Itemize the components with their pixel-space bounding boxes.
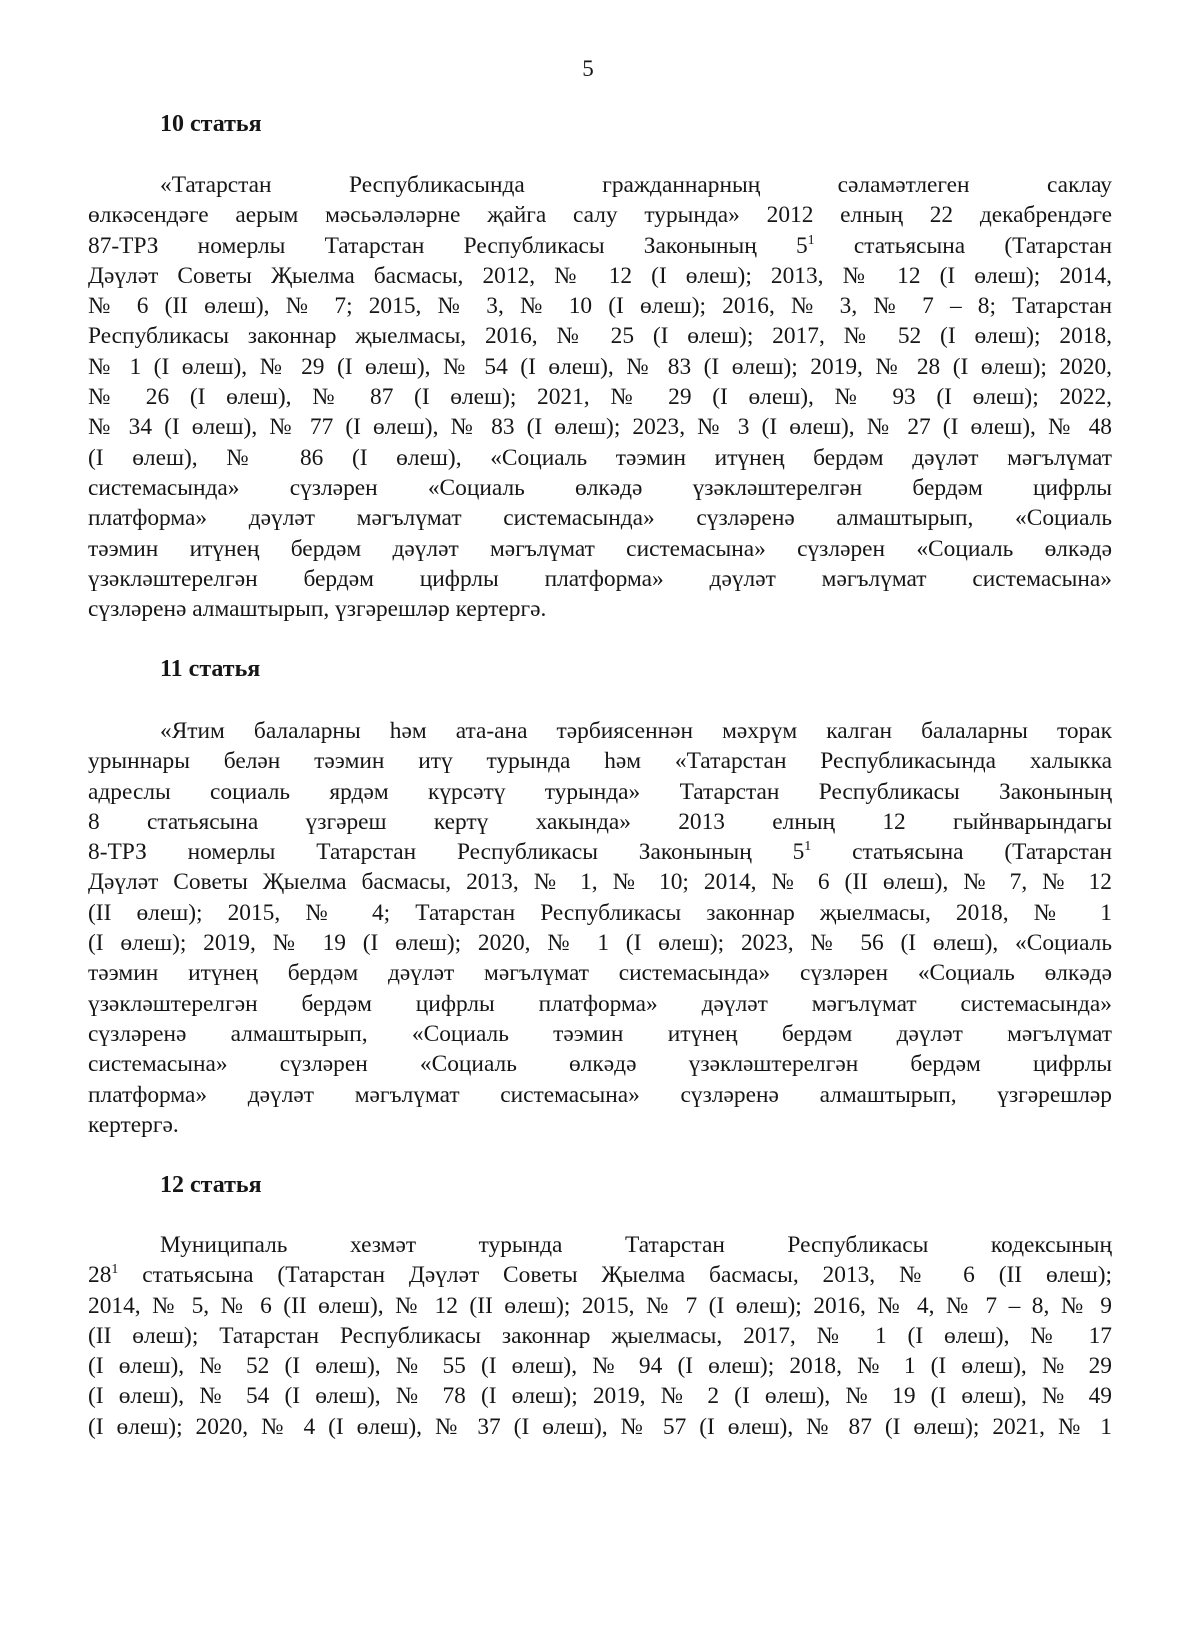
article-11-text [88, 716, 1112, 1140]
text-line: «Ятим балаларны һәм ата-ана тәрбиясеннән мәхрүм калган балаларны торак [160, 718, 1112, 744]
text-line: № 1 (I өлеш), № 29 (I өлеш), № 54 (I өлеш), № 83 (I өлеш); 2019, № 28 (I өлеш); 2020, [88, 353, 1112, 380]
text-line: (II өлеш); 2015, № 4; Татарстан Республикасы законнар җыелмасы, 2018, № 1 [88, 899, 1112, 926]
article-10-heading: 10 статья [160, 111, 262, 137]
text-line: системасына» сүзләрен «Социаль өлкәдә үзәкләштерелгән бердәм цифрлы [88, 1051, 1112, 1078]
text-line: (I өлеш), № 86 (I өлеш), «Социаль тәэмин итүнең бердәм дәүләт мәгълүмат [88, 444, 1112, 471]
article-10-text [88, 170, 1112, 624]
text-line: сүзләренә алмаштырып, үзгәрешләр кертергә. [88, 596, 547, 623]
text-line: тәэмин итүнең бердәм дәүләт мәгълүмат системасына» сүзләрен «Социаль өлкәдә [88, 535, 1112, 562]
text-line: урыннары белән тәэмин итү турында һәм «Татарстан Республикасында халыкка [88, 748, 1112, 775]
text-line: (I өлеш); 2020, № 4 (I өлеш), № 37 (I өлеш), № 57 (I өлеш), № 87 (I өлеш); 2021, № 1 [88, 1413, 1112, 1440]
text-line: системасында» сүзләрен «Социаль өлкәдә үзәкләштерелгән бердәм цифрлы [88, 474, 1112, 501]
page-number: 5 [582, 56, 594, 81]
article-12-text [88, 1230, 1112, 1442]
text-line: 8 статьясына үзгәреш кертү хакында» 2013 елның 12 гыйнварындагы [88, 808, 1112, 835]
text-line: № 26 (I өлеш), № 87 (I өлеш); 2021, № 29 (I өлеш), № 93 (I өлеш); 2022, [88, 384, 1112, 411]
article-11-heading: 11 статья [160, 656, 261, 682]
text-line: Муниципаль хезмәт турында Татарстан Республикасы кодексының [160, 1232, 1112, 1258]
text-line: үзәкләштерелгән бердәм цифрлы платформа» дәүләт мәгълүмат системасында» [88, 990, 1112, 1017]
text-line: (I өлеш), № 54 (I өлеш), № 78 (I өлеш); 2019, № 2 (I өлеш), № 19 (I өлеш), № 49 [88, 1383, 1112, 1410]
text-line: № 34 (I өлеш), № 77 (I өлеш), № 83 (I өлеш); 2023, № 3 (I өлеш), № 27 (I өлеш), № 48 [88, 414, 1112, 441]
text-line: (II өлеш); Татарстан Республикасы законнар җыелмасы, 2017, № 1 (I өлеш), № 17 [88, 1322, 1112, 1349]
text-line: Республикасы законнар җыелмасы, 2016, № 25 (I өлеш); 2017, № 52 (I өлеш); 2018, [88, 323, 1112, 350]
text-line: (I өлеш), № 52 (I өлеш), № 55 (I өлеш), № 94 (I өлеш); 2018, № 1 (I өлеш), № 29 [88, 1353, 1112, 1380]
text-line: өлкәсендәге аерым мәсьәләләрне җайга салу турында» 2012 елның 22 декабрендәге [88, 202, 1112, 229]
text-line: (I өлеш); 2019, № 19 (I өлеш); 2020, № 1 (I өлеш); 2023, № 56 (I өлеш), «Социаль [88, 930, 1112, 957]
text-line: 8-ТРЗ номерлы Татарстан Республикасы Законының $5^1$ статьясына (Татарстан [88, 839, 1112, 866]
text-line: кертергә. [88, 1111, 179, 1138]
text-line: Дәүләт Советы Җыелма басмасы, 2012, № 12 (I өлеш); 2013, № 12 (I өлеш); 2014, [88, 262, 1112, 289]
text-line: $28^1$ статьясына (Татарстан Дәүләт Советы Җыелма басмасы, 2013, № 6 (II өлеш); [88, 1262, 1112, 1289]
text-line: сүзләренә алмаштырып, «Социаль тәэмин итүнең бердәм дәүләт мәгълүмат [88, 1020, 1112, 1047]
text-line: № 6 (II өлеш), № 7; 2015, № 3, № 10 (I өлеш); 2016, № 3, № 7 – 8; Татарстан [88, 293, 1112, 320]
article-12-heading: 12 статья [160, 1172, 262, 1198]
text-line: 87-ТРЗ номерлы Татарстан Республикасы Законының $5^1$ статьясына (Татарстан [88, 232, 1112, 259]
text-line: тәэмин итүнең бердәм дәүләт мәгълүмат системасында» сүзләрен «Социаль өлкәдә [88, 960, 1112, 987]
text-line: 2014, № 5, № 6 (II өлеш), № 12 (II өлеш); 2015, № 7 (I өлеш); 2016, № 4, № 7 – 8, № 9 [88, 1292, 1112, 1319]
text-line: платформа» дәүләт мәгълүмат системасында» сүзләренә алмаштырып, «Социаль [88, 505, 1112, 532]
text-line: Дәүләт Советы Җыелма басмасы, 2013, № 1, № 10; 2014, № 6 (II өлеш), № 7, № 12 [88, 869, 1112, 896]
text-line: адреслы социаль ярдәм күрсәтү турында» Татарстан Республикасы Законының [88, 778, 1112, 805]
text-line: «Татарстан Республикасында гражданнарның сәламәтлеген саклау [160, 172, 1112, 198]
text-line: үзәкләштерелгән бердәм цифрлы платформа» дәүләт мәгълүмат системасына» [88, 565, 1112, 592]
text-line: платформа» дәүләт мәгълүмат системасына» сүзләренә алмаштырып, үзгәрешләр [88, 1081, 1112, 1108]
